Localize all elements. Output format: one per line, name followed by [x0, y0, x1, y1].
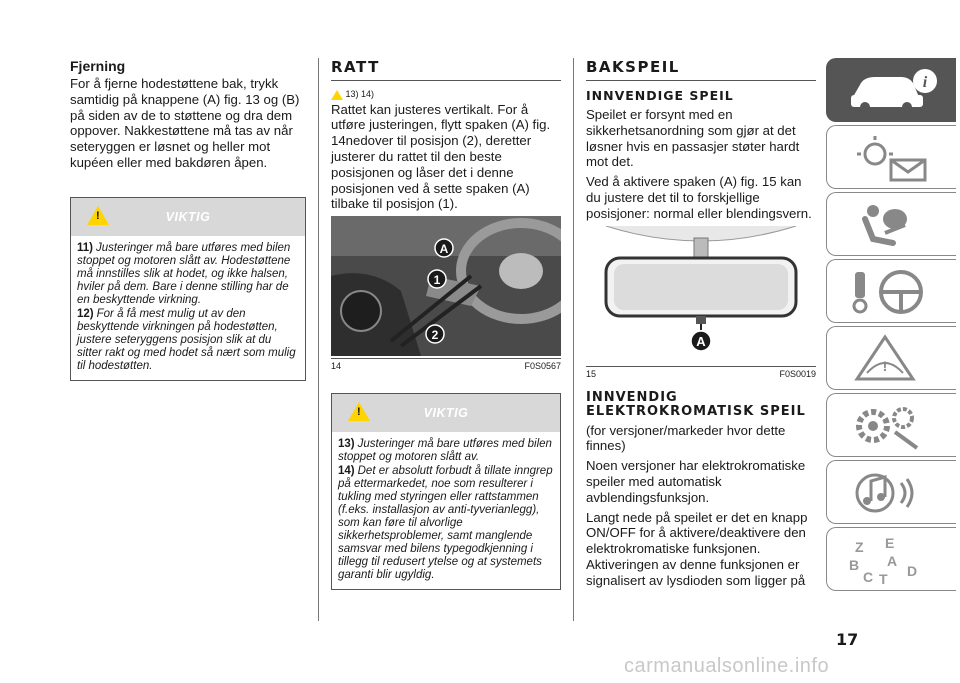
figure-number: 14 — [331, 361, 342, 372]
svg-text:!: ! — [882, 358, 888, 374]
figure-label: A — [696, 333, 706, 349]
warning-triangle-road-icon — [845, 333, 945, 385]
section-title: RATT — [331, 58, 380, 76]
section-title: BAKSPEIL — [586, 58, 680, 76]
page-number: 17 — [836, 630, 859, 649]
warning-body — [71, 236, 305, 380]
reference-markers: 13) 14) — [331, 89, 561, 100]
body-text: Rattet kan justeres vertikalt. For å utføre justeringen, flytt spaken (A) fig. 14nedover til posisjon (2), deretter justerer du rattet til den beste posisjonen og låser det i denne posisjonen ved å sette spaken (A) tilbake til posisjon (1). — [331, 101, 551, 212]
column-headrest — [70, 58, 306, 381]
body-text: Speilet er forsynt med en sikkerhetsanordning som gjør at det løsner hvis en passasjer støter hardt mot det. — [586, 107, 800, 170]
car-info-icon — [845, 65, 945, 117]
chapter-tab[interactable] — [826, 125, 956, 189]
body-text: Ved å aktivere spaken (A) fig. 15 kan du justere det til to forskjellige posisjoner: normal eller blendingsvern. — [586, 174, 812, 221]
key-steering-icon — [845, 266, 945, 318]
figure-caption — [331, 358, 561, 371]
alphabet-index-icon — [845, 534, 945, 586]
dashboard-lights-icon — [845, 132, 945, 184]
airbag-seat-icon — [845, 199, 945, 251]
warning-title: VIKTIG — [423, 406, 469, 421]
column-divider — [318, 58, 319, 621]
warning-item: 14) Det er absolutt forbudt å tillate inngrep på ettermarkedet, noe som resulterer i tukling med styringen eller rattstammen (f.eks. installasjon av anti-tyverianlegg), som kan føre til alvorlige sikkerhetsproblemer, samt manglende samsvar med bilens typegodkjenning i tillegg til redusert ytelse og at systemets garanti blir ugyldig. — [338, 465, 553, 582]
svg-text:E: E — [885, 535, 895, 551]
figure-caption — [586, 366, 816, 379]
mirror-figure — [586, 226, 816, 364]
warning-header: ! VIKTIG — [332, 394, 560, 432]
svg-text:B: B — [849, 557, 860, 573]
column-divider — [573, 58, 574, 621]
body-text: Langt nede på speilet er det en knapp ON/OFF for å aktivere/deaktivere den elektrokromatiske funksjonen. Aktiveringen av denne funksjonen er signalisert av lysdioden som ligger på — [586, 509, 808, 588]
warning-box — [331, 393, 561, 590]
column-steering — [331, 58, 561, 590]
chapter-tabs — [826, 58, 956, 594]
svg-text:i: i — [922, 74, 928, 91]
steering-figure — [331, 216, 561, 356]
svg-text:C: C — [863, 569, 874, 585]
warning-item: 13) Justeringer må bare utføres med bilen stoppet og motoren slått av. — [338, 438, 552, 464]
chapter-tab[interactable] — [826, 527, 956, 591]
section-title-wrap — [586, 58, 816, 81]
column-mirrors — [586, 58, 816, 593]
svg-text:A: A — [887, 553, 898, 569]
chapter-tab[interactable] — [826, 58, 956, 122]
steering-column-illustration — [331, 216, 561, 356]
music-note-icon — [845, 467, 945, 519]
warning-triangle-icon — [331, 90, 343, 100]
warning-item: 12) For å få mest mulig ut av den beskyttende virkningen på hodestøtten, justere seteryggens posisjon slik at du sitter rakt og med hodet så nært som mulig til hodestøtten. — [77, 307, 296, 372]
warning-box — [70, 197, 306, 381]
section-heading: Fjerning — [70, 58, 126, 74]
figure-code: F0S0019 — [779, 368, 816, 379]
warning-header: ! VIKTIG — [71, 198, 305, 236]
subsection-title: INNVENDIGE SPEIL — [586, 88, 734, 103]
body-text: (for versjoner/markeder hvor dette finnes) — [586, 422, 786, 454]
gears-tools-icon — [845, 400, 945, 452]
svg-text:D: D — [907, 563, 918, 579]
mirror-illustration — [586, 226, 816, 364]
chapter-tab[interactable] — [826, 393, 956, 457]
watermark: carmanualsonline.info — [624, 655, 830, 677]
svg-text:T: T — [879, 571, 888, 586]
section-title-wrap — [331, 58, 561, 81]
body-text: Noen versjoner har elektrokromatiske speiler med automatisk avblendingsfunksjon. — [586, 458, 806, 505]
figure-label: A — [439, 242, 449, 257]
chapter-tab[interactable] — [826, 192, 956, 256]
warning-item: 11) Justeringer må bare utføres med bilen stoppet og motoren slått av. Hodestøttene må innstilles slik at hodet, og ikke halsen, hviler på dem. Bare i denne stilling har de en beskyttende virkning. — [77, 241, 291, 306]
figure-code: F0S0567 — [524, 361, 561, 372]
figure-number: 15 — [586, 368, 597, 379]
chapter-tab[interactable] — [826, 259, 956, 323]
chapter-tab[interactable] — [826, 326, 956, 390]
figure-label: 1 — [433, 273, 441, 288]
body-text: For å fjerne hodestøttene bak, trykk samtidig på knappene (A) fig. 13 og (B) på siden av de to støttene og dra dem oppover. Nakkestøttene må tas av når seteryggen er løsnet og heller mot kupéen eller med bakdøren åpen. — [70, 76, 300, 170]
svg-text:Z: Z — [855, 539, 864, 555]
subsection-title: INNVENDIG ELEKTROKROMATISK SPEIL — [586, 389, 806, 419]
warning-body — [332, 432, 560, 589]
chapter-tab[interactable] — [826, 460, 956, 524]
warning-title: VIKTIG — [165, 209, 211, 224]
figure-label: 2 — [431, 328, 439, 343]
